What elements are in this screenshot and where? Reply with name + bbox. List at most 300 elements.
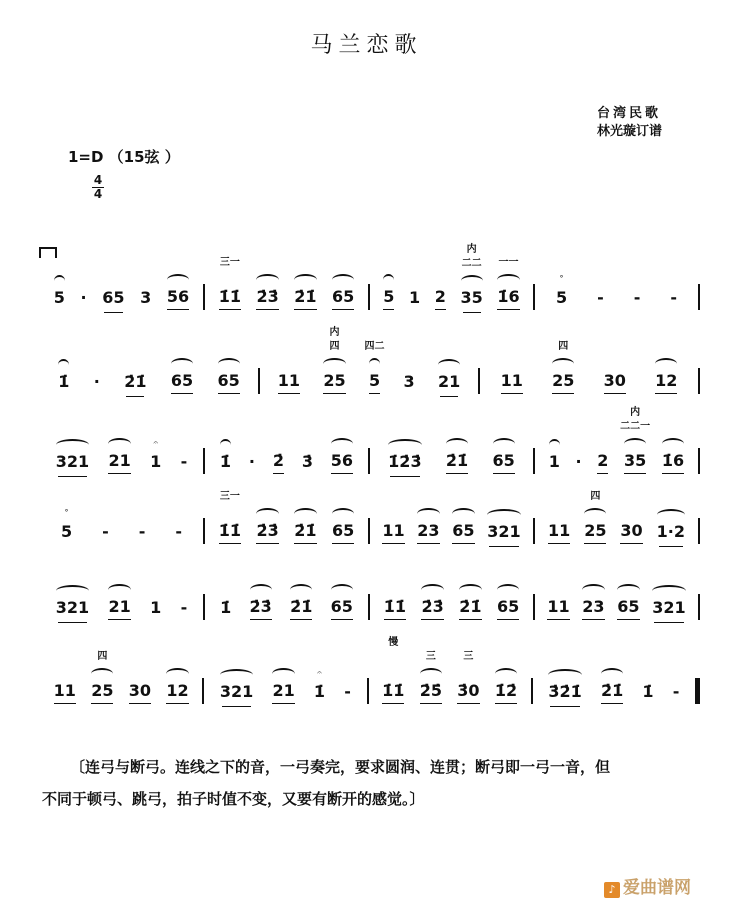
note-text: 321 [487,522,521,541]
note-group [670,289,677,310]
note-text: 1̇ [642,682,654,701]
note-group [384,598,406,620]
note-text: 2̇3̇ [256,287,279,306]
note-group [278,372,300,394]
note-group [273,452,284,474]
note-text: 21 [108,451,131,470]
note-group [140,289,151,310]
note-group [495,682,517,704]
note-text: 321 [219,682,254,701]
note-group [409,289,420,310]
note-group [642,683,653,704]
note-group [91,651,114,704]
note-text: 2̇3̇ [256,521,279,540]
note-text: 1̇2̇3̇ [388,452,422,471]
note-text: 2̇1̇ [600,681,624,700]
note-group [634,289,641,310]
note-text: 11 [277,371,300,390]
slur-mark [446,438,468,450]
note-text: 1·2 [656,522,685,541]
note-text: - [175,522,182,541]
measure [370,244,535,310]
note-text: 21 [438,372,461,391]
slur-mark [220,669,253,681]
score-row [40,594,700,620]
measure [370,594,535,620]
slur-mark [655,358,677,370]
note-text: 11 [500,371,523,390]
note-group [250,598,272,620]
note-group [124,373,146,394]
note-group [58,373,69,394]
note-group [331,598,353,620]
note-group [388,453,421,474]
note-group [552,341,575,394]
note-group [220,599,231,620]
score-row [40,407,700,474]
measure [535,491,700,544]
note-text: 321 [652,598,686,617]
note-text: 5 [53,288,65,307]
note-text: - [344,682,351,701]
slur-mark [332,508,354,520]
fingering-annotation: 二二一 [620,421,651,432]
slur-mark [459,584,481,596]
note-group [446,452,468,474]
note-group [294,288,316,310]
note-group [60,508,73,544]
fingering-annotation: 三 [463,651,474,662]
fingering-annotation: 四 [329,341,340,352]
repeat-bracket [39,247,57,258]
note-text: 12 [166,681,189,700]
note-text: 1 [409,288,421,307]
note-text: 5 [368,371,381,390]
fingering-annotation: 四 [558,341,569,352]
measure [369,637,533,704]
slur-mark [487,509,520,521]
note-text: 1 [150,598,162,617]
credit-arranger: 林光璇订谱 [597,124,663,139]
note-text: 1̇ [219,452,232,471]
note-group [673,683,680,704]
note-group [218,372,240,394]
note-text: 1̇ [220,598,232,617]
time-bottom: 4 [93,187,103,201]
note-group [323,327,346,394]
note-text: 11 [53,681,76,700]
note-group [459,598,481,620]
measure [40,438,205,474]
note-group [657,523,685,544]
measure [535,407,700,474]
slur-mark [617,584,639,596]
slur-mark [388,439,421,451]
note-group [548,683,581,704]
slur-mark [624,438,646,450]
note-group [547,598,569,620]
note-text: 5 [383,287,395,306]
measure [205,491,370,544]
note-text: · [248,452,255,471]
slur-mark [495,668,517,680]
note-group [220,683,253,704]
note-text: 3̇ [301,452,313,471]
note-text: 2̇ [272,451,284,470]
measure [535,274,700,310]
note-text: 321 [55,598,90,617]
slur-mark [582,584,604,596]
note-text: 1̇1̇ [218,287,241,306]
measure [205,594,370,620]
note-group [549,453,560,474]
note-text: 65 [217,371,240,390]
note-text: 65 [492,451,515,470]
position-annotation: 内 [466,244,477,255]
note-text: - [180,452,188,471]
note-text: · [80,288,87,307]
note-group [129,682,151,704]
fingering-annotation: 二二 [461,258,482,269]
note-text: 3 [403,372,415,391]
note-text: 21 [108,597,131,616]
note-text: 25 [552,371,575,390]
note-text: - [672,682,680,701]
slur-mark [652,585,685,597]
note-text: 56 [330,451,354,470]
note-text: 2̇5̇ [419,681,442,700]
note-text: - [670,288,677,307]
key-signature: 1=D （15弦 ） [68,148,180,166]
note-group [457,651,480,704]
note-group [54,682,76,704]
note-text: - [180,598,188,617]
slur-mark [272,668,294,680]
note-group [403,373,414,394]
note-text: 56 [166,287,190,306]
note-group [302,453,313,474]
note-text: 11 [382,521,405,540]
note-text: 65 [331,287,355,306]
note-group [81,289,87,310]
note-group [150,438,162,474]
note-text: 11 [547,521,571,540]
note-text: 1̇1̇ [382,681,405,700]
measure [40,508,205,544]
measure [260,327,480,394]
note-group [102,289,124,310]
note-text: 23 [417,521,440,540]
note-text: · [93,372,100,391]
note-group [597,452,608,474]
fingering-annotation: 三一 [219,491,240,502]
note-text: 30 [620,521,643,540]
fingering-annotation: 一一 [498,257,519,268]
note-text: 30 [128,681,152,700]
note-group [175,523,182,544]
note-text: 65 [330,597,353,616]
articulation-mark: ° [64,508,69,517]
note-text: 1̇ [58,372,70,391]
position-annotation: 慢 [388,637,399,648]
note-group [620,407,651,474]
note-group [56,453,89,474]
note-text: 3̇2̇1̇ [548,682,582,701]
slur-mark [497,584,519,596]
position-annotation: 内 [630,407,641,418]
note-group [435,288,446,310]
note-text: 2̇3̇ [421,597,444,616]
note-group [54,289,65,310]
note-group [56,599,89,620]
note-group [620,522,642,544]
note-group [555,274,568,310]
slur-mark [218,358,240,370]
note-group [171,372,193,394]
note-group [272,682,294,704]
slur-mark [438,359,460,371]
slur-mark [584,508,606,520]
slur-mark [171,358,193,370]
slur-mark [167,274,189,286]
measure [40,368,260,394]
fingering-annotation: 四 [97,651,108,662]
note-group [313,668,326,704]
note-text: 65 [496,597,520,616]
slur-mark [56,585,89,597]
slur-mark [552,358,574,370]
note-group [218,257,241,310]
note-group [662,452,684,474]
slur-mark [220,439,231,451]
slur-mark [383,274,394,286]
note-text: 1̇1̇ [383,597,406,616]
note-text: 3 [140,288,152,307]
slur-mark [497,274,519,286]
note-text: - [138,522,146,541]
note-text: 21 [272,681,295,700]
slur-mark [108,438,130,450]
note-group [617,598,639,620]
note-text: 3̇0 [457,681,480,700]
note-group [108,452,130,474]
slur-mark [548,669,581,681]
note-text: 2 [434,287,446,306]
slur-mark [250,584,272,596]
note-group [220,453,231,474]
articulation-mark: ° [559,274,564,283]
measure [480,341,700,394]
articulation-mark: 𝄐 [153,438,158,447]
slur-mark [91,668,113,680]
note-text: 1 [548,452,560,471]
measure [205,257,370,310]
note-group [501,372,523,394]
note-text: 2 [597,451,609,470]
time-top: 4 [93,173,103,187]
note-text: 23 [582,597,605,616]
note-group [332,522,354,544]
note-text: 35 [460,288,483,307]
note-group [256,522,278,544]
slur-mark [290,584,312,596]
note-group [487,523,520,544]
note-group [548,522,570,544]
note-group [604,372,626,394]
note-group [290,598,312,620]
note-text: 25 [584,521,607,540]
time-signature [92,174,104,201]
note-text: 1̇2̇ [494,681,518,700]
note-group [419,651,442,704]
note-group [294,522,316,544]
watermark [604,873,691,898]
note-group [218,491,241,544]
position-annotation: 内 [329,327,340,338]
measure [533,678,700,704]
slur-mark [662,438,684,450]
measure [204,668,368,704]
note-text: 30 [603,371,626,390]
slur-mark [657,509,685,521]
note-group [497,257,520,310]
note-text: 25 [323,371,346,390]
note-text: 1 [150,452,162,471]
note-text: 1̇6 [661,451,685,470]
note-text: 2̇3̇ [249,597,272,616]
note-group [438,373,460,394]
note-text: 12 [655,371,678,390]
fingering-annotation: 三 [425,651,436,662]
slur-mark [323,358,345,370]
note-group [601,682,623,704]
score-row [40,244,700,310]
measure [370,518,535,544]
note-text: 5 [60,522,73,541]
slur-mark [493,438,515,450]
note-text: 35 [623,451,647,470]
slur-mark [294,508,316,520]
note-text: 1̇1̇ [218,521,241,540]
slur-mark [601,668,623,680]
note-group [655,372,677,394]
note-text: 2̇1̇ [290,597,313,616]
note-group [332,288,354,310]
slur-mark [256,274,278,286]
note-group [139,523,146,544]
slur-mark [461,275,483,287]
slur-mark [58,359,69,371]
note-text: 65 [170,371,194,390]
measure [535,594,700,620]
note-group [576,453,582,474]
measure [40,284,205,310]
note-text: 2̇1̇ [445,451,469,470]
note-group [249,453,255,474]
note-text: 65 [331,521,355,540]
note-group [382,522,404,544]
measure [40,651,204,704]
slur-mark [421,584,443,596]
note-group [584,491,607,544]
slur-mark [452,508,474,520]
note-text: 2̇1̇ [124,372,147,391]
note-text: 2̇1̇ [459,597,482,616]
note-text: 2̇1̇ [294,521,317,540]
note-group [652,599,685,620]
note-text: - [102,522,109,541]
note-group [460,244,483,310]
slur-mark [56,439,89,451]
slur-mark [108,584,130,596]
note-text: · [575,452,582,471]
note-group [421,598,443,620]
note-group [181,453,188,474]
note-text: 65 [452,521,475,540]
articulation-mark: 𝄐 [317,668,322,677]
note-group [331,452,353,474]
measure [40,594,205,620]
watermark-text: 爱曲谱网 [623,878,691,898]
note-group [582,598,604,620]
fingering-annotation: 四 [590,491,601,502]
note-group [417,522,439,544]
slur-mark [331,438,353,450]
note-group [102,523,109,544]
note-group [364,341,385,394]
note-text: - [597,288,604,307]
note-line-1: 〔连弓与断弓。连线之下的音，一弓奏完，要求圆润、连贯；断弓即一弓一音，但 [70,758,611,776]
slur-mark [332,274,354,286]
note-group [167,288,189,310]
measure [205,448,370,474]
note-group [597,289,604,310]
score-row [40,327,700,394]
slur-mark [369,358,380,370]
credit-origin: 台湾民歌 [597,106,662,121]
note-text: 2̇1̇ [294,287,317,306]
slur-mark [256,508,278,520]
slur-mark [417,508,439,520]
note-text: 65 [617,597,640,616]
note-group [94,373,100,394]
note-group [452,522,474,544]
note-text: 25 [91,681,114,700]
note-group [108,598,130,620]
note-text: 5 [555,288,568,307]
note-group [382,637,405,704]
slur-mark [166,668,188,680]
slur-mark [294,274,316,286]
note-text: 11 [547,597,570,616]
note-text: 65 [102,288,125,307]
note-line-2: 不同于顿弓、跳弓，拍子时值不变，又要有断开的感觉。〕 [42,790,425,808]
note-group [150,599,161,620]
note-group [497,598,519,620]
slur-mark [549,439,560,451]
note-group [181,599,188,620]
note-group [493,452,515,474]
note-group [344,683,351,704]
fingering-annotation: 三一 [219,257,240,268]
slur-mark [331,584,353,596]
note-text: - [633,288,641,307]
music-note-icon: ♪ [604,882,620,898]
score-row [40,491,700,544]
score-row [40,637,700,704]
note-group [166,682,188,704]
note-text: 1̇6 [497,287,520,306]
